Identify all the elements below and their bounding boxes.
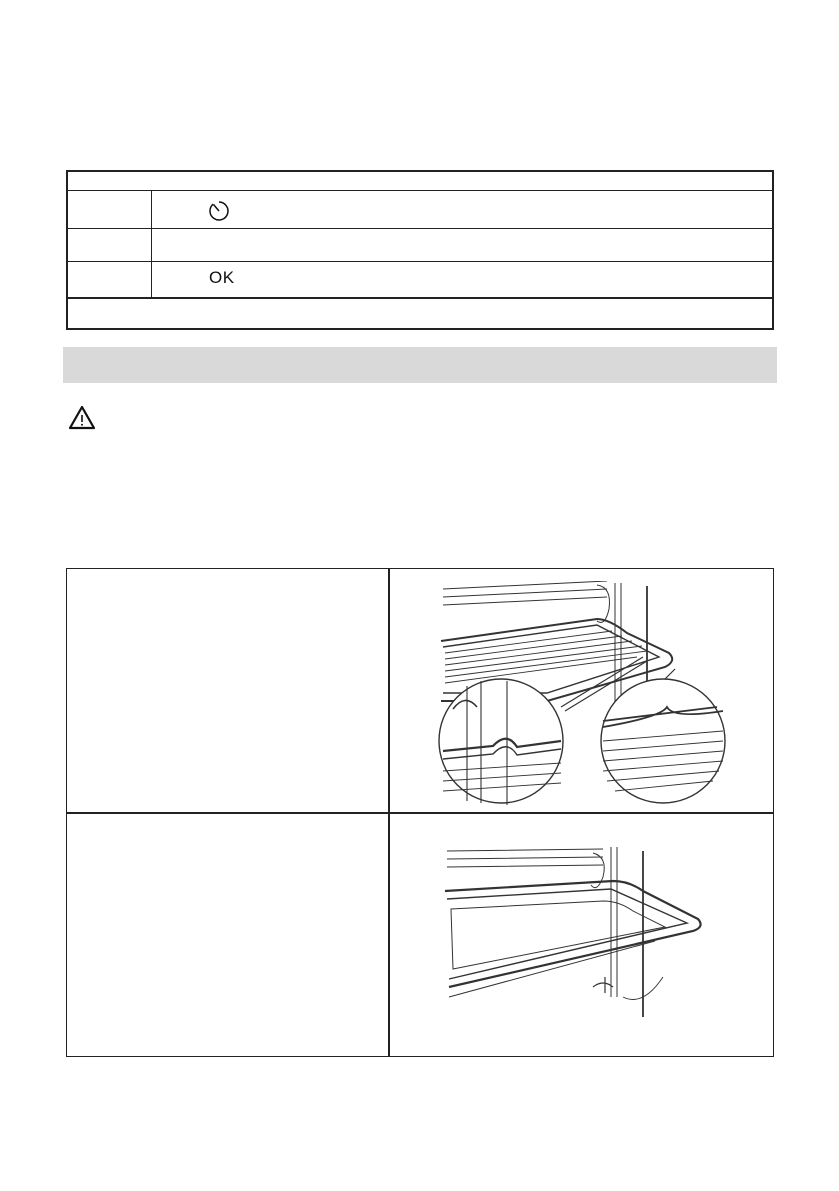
steps-table-footer [68,299,772,330]
steps-table-header [68,172,772,191]
step-number [68,229,152,261]
step-text [152,229,772,261]
table-row [68,191,772,229]
table-row [68,229,772,262]
warning-triangle-icon [68,405,96,430]
step-number [68,191,152,228]
row-divider [67,812,773,814]
baking-tray-illustration [443,847,743,1027]
ok-icon: OK [209,268,235,287]
step-number [68,262,152,297]
step-text [152,191,772,228]
table-row [68,262,772,299]
step-text [152,262,772,297]
steps-table-header-text [152,172,772,190]
steps-table [66,170,774,330]
steps-table-footer-text [68,299,772,330]
wire-shelf-illustration [437,581,727,806]
accessories-table [66,568,774,1057]
section-heading-bar [63,347,777,383]
